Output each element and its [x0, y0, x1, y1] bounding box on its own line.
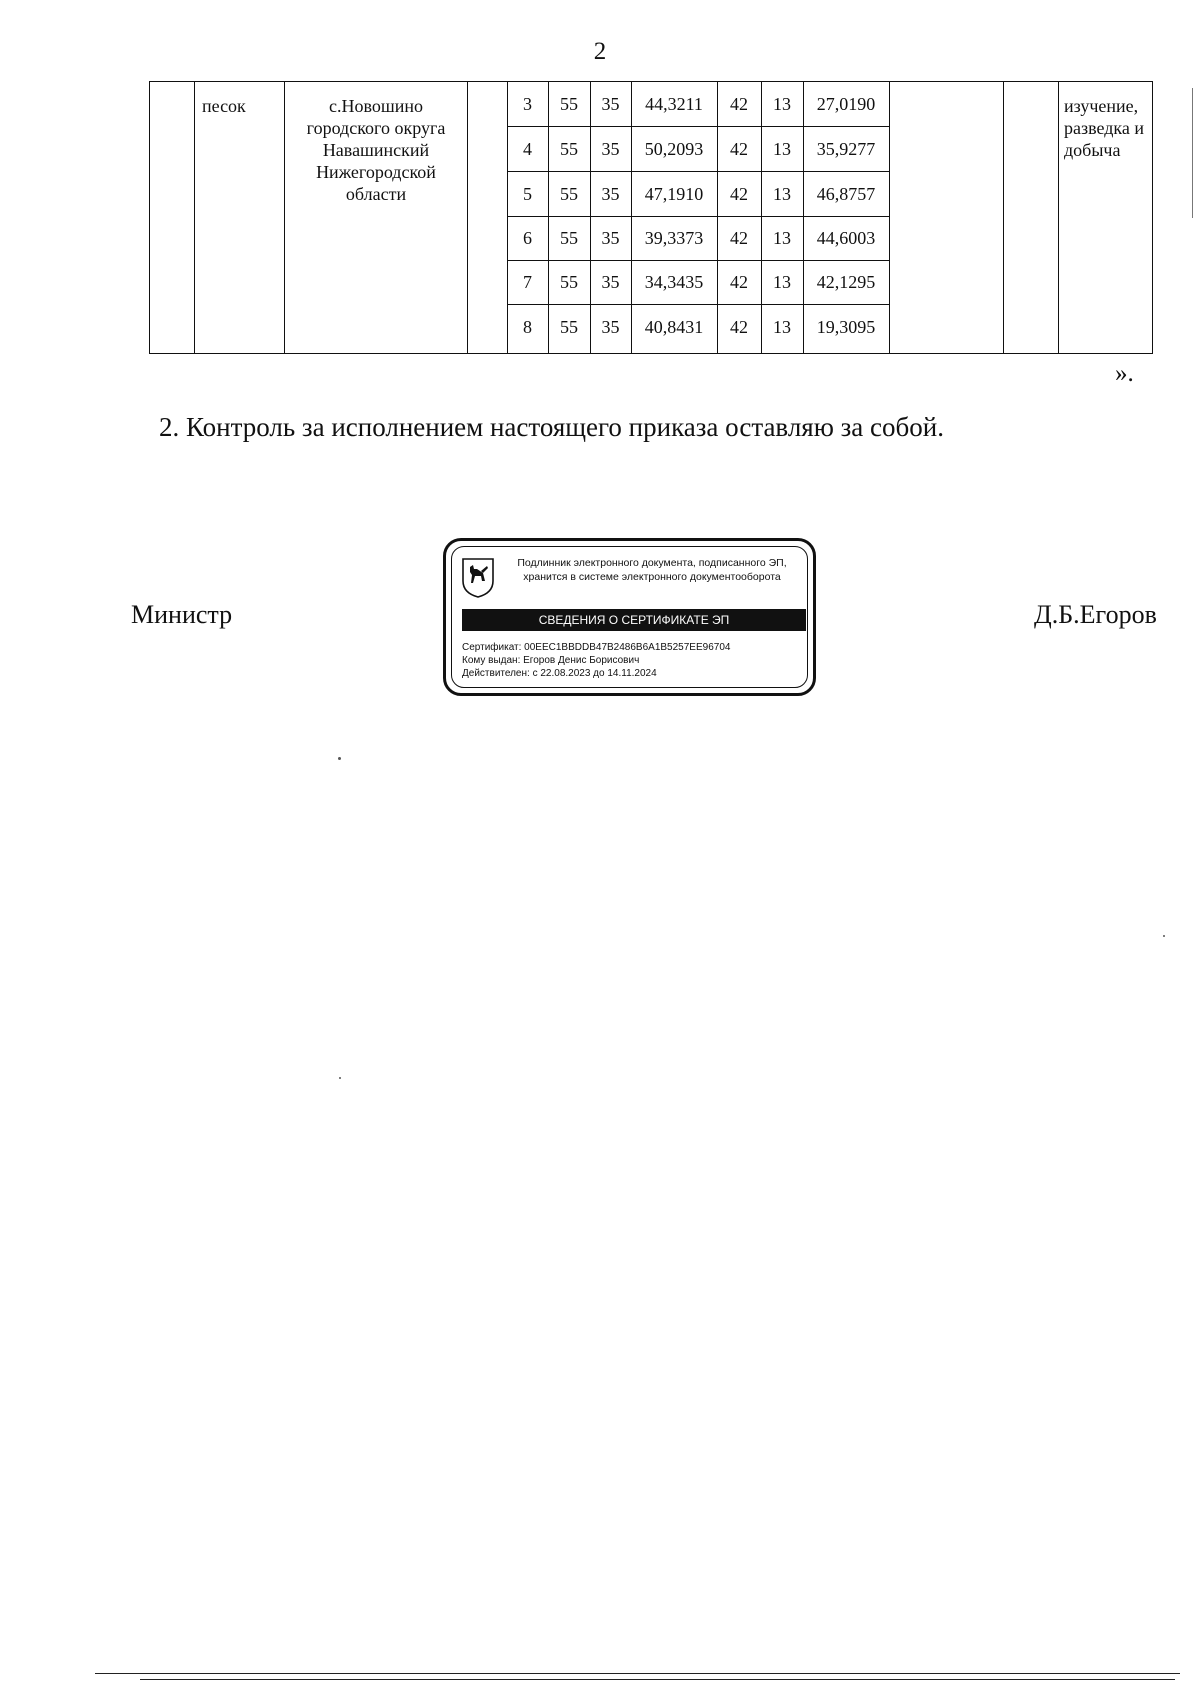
- scan-speck: [338, 757, 341, 760]
- table-cell: 42: [730, 184, 748, 204]
- table-column-line: [889, 82, 890, 353]
- table-column-line: [1058, 82, 1059, 353]
- table-cell: 8: [523, 317, 532, 337]
- coordinates-table: [149, 81, 1153, 354]
- signatory-role: Министр: [131, 600, 233, 629]
- table-cell: 35: [601, 228, 620, 248]
- table-cell: 39,3373: [644, 228, 704, 248]
- table-column-line: [1003, 82, 1004, 353]
- bottom-rule: [140, 1679, 1175, 1680]
- page-number: 2: [593, 38, 607, 65]
- purpose-cell: изучение, разведка и добыча: [1064, 96, 1144, 160]
- table-cell: 44,3211: [645, 94, 703, 114]
- table-cell: 42: [730, 272, 748, 292]
- table-column-line: [194, 82, 195, 353]
- table-cell: 5: [523, 184, 532, 204]
- table-cell: 55: [560, 228, 578, 248]
- table-cell: 40,8431: [644, 317, 704, 337]
- table-cell: 27,0190: [816, 94, 876, 114]
- table-cell: 13: [773, 94, 791, 114]
- table-cell: 3: [523, 94, 532, 114]
- table-cell: 7: [523, 272, 532, 292]
- table-cell: 42: [730, 139, 748, 159]
- certificate-owner: Кому выдан: Егоров Денис Борисович: [462, 655, 640, 666]
- stamp-header-line: хранится в системе электронного документооборота: [523, 571, 781, 583]
- table-cell: 13: [773, 139, 791, 159]
- table-cell: 42: [730, 228, 748, 248]
- table-cell: 55: [560, 184, 578, 204]
- table-cell: 13: [773, 184, 791, 204]
- table-cell: 44,6003: [816, 228, 876, 248]
- table-cell: 13: [773, 317, 791, 337]
- table-column-line: [284, 82, 285, 353]
- table-cell: 35: [601, 184, 620, 204]
- table-column-line: [467, 82, 468, 353]
- table-cell: 55: [560, 94, 578, 114]
- body-paragraph: 2. Контроль за исполнением настоящего приказа оставляю за собой.: [159, 412, 944, 442]
- coat-of-arms-icon: [461, 557, 495, 599]
- mineral-cell: песок: [202, 96, 246, 116]
- bottom-rule: [95, 1673, 1180, 1674]
- closing-quote: ».: [1115, 360, 1134, 387]
- table-cell: 42,1295: [816, 272, 876, 292]
- table-cell: 55: [560, 272, 578, 292]
- table-cell: 42: [730, 94, 748, 114]
- table-cell: 50,2093: [644, 139, 704, 159]
- certificate-number: Сертификат: 00EEC1BBDDB47B2486B6A1B5257EE96704: [462, 642, 731, 653]
- stamp-title: СВЕДЕНИЯ О СЕРТИФИКАТЕ ЭП: [462, 609, 806, 631]
- table-cell: 4: [523, 139, 532, 159]
- electronic-signature-stamp: [443, 538, 816, 696]
- stamp-details: [462, 641, 730, 680]
- table-cell: 13: [773, 228, 791, 248]
- table-cell: 35: [601, 272, 620, 292]
- table-cell: 34,3435: [644, 272, 704, 292]
- scan-edge-mark: [1192, 88, 1193, 218]
- scan-speck: [1163, 935, 1165, 937]
- table-cell: 13: [773, 272, 791, 292]
- table-cell: 6: [523, 228, 532, 248]
- table-cell: 47,1910: [644, 184, 704, 204]
- signatory-name: Д.Б.Егоров: [1034, 600, 1157, 629]
- location-cell: с.Новошино городского округа Навашинский Нижегородской области: [306, 96, 446, 204]
- table-cell: 35: [601, 94, 620, 114]
- stamp-header-line: Подлинник электронного документа, подписанного ЭП,: [517, 557, 787, 569]
- table-cell: 55: [560, 317, 578, 337]
- stamp-header: [494, 556, 810, 584]
- table-cell: 19,3095: [816, 317, 876, 337]
- table-cell: 46,8757: [816, 184, 876, 204]
- table-cell: 42: [730, 317, 748, 337]
- table-cell: 55: [560, 139, 578, 159]
- scan-speck: [339, 1077, 341, 1079]
- certificate-validity: Действителен: с 22.08.2023 до 14.11.2024: [462, 668, 657, 679]
- table-cell: 35,9277: [816, 139, 876, 159]
- table-cell: 35: [601, 317, 620, 337]
- table-cell: 35: [601, 139, 620, 159]
